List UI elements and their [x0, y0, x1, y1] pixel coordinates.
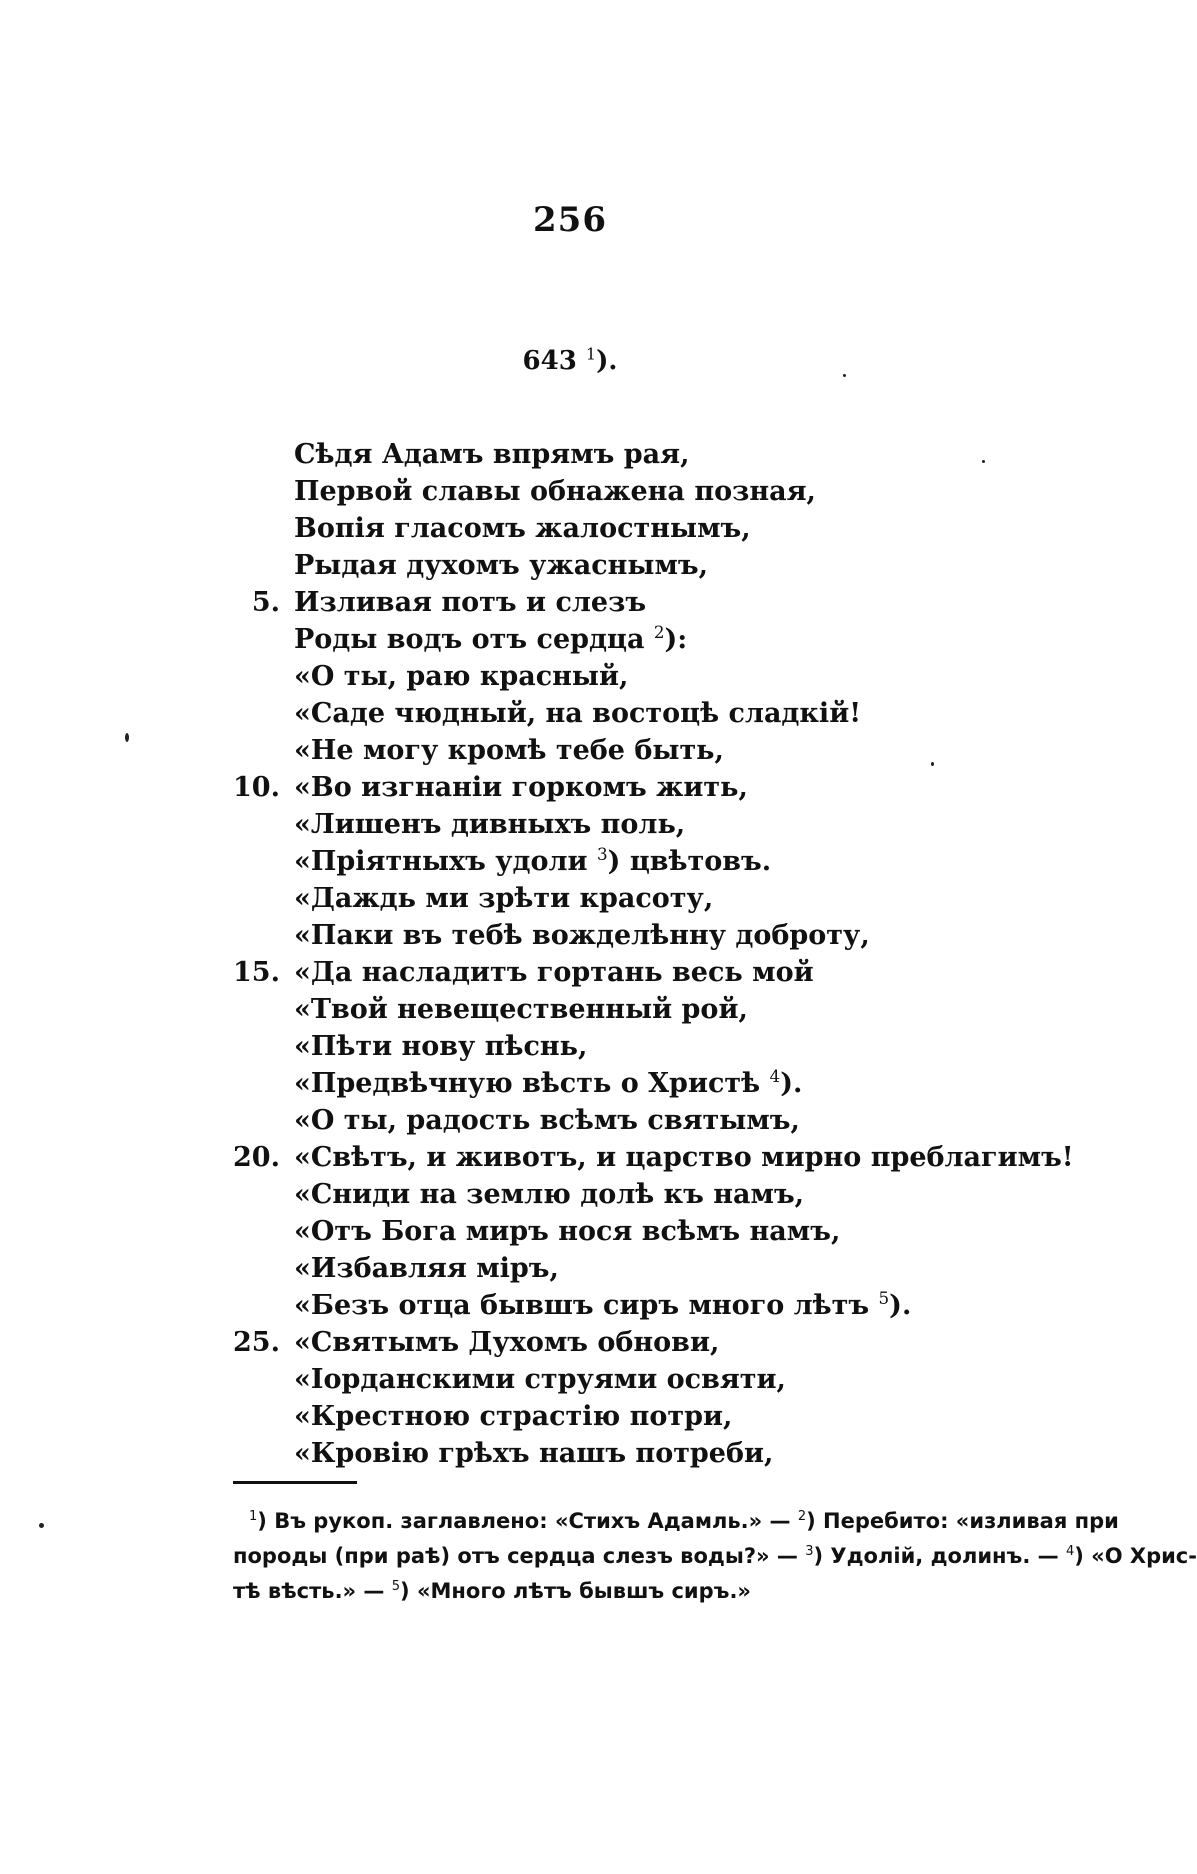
- verse-fragment: «Предвѣчную вѣсть о Христѣ: [294, 1068, 770, 1099]
- poem-line: [210, 954, 1090, 991]
- verse-fragment: Вопія гласомъ жалостнымъ,: [294, 513, 751, 544]
- verse-text: [294, 1398, 732, 1435]
- verse-text: [294, 1028, 587, 1065]
- footnote-text: ) «Много лѣтъ бывшъ сиръ.»: [400, 1579, 752, 1603]
- verse-text: [294, 436, 690, 473]
- verse-fragment: Первой славы обнажена позная,: [294, 476, 816, 507]
- poem-line: [210, 991, 1090, 1028]
- poem-line: [210, 732, 1090, 769]
- footnote-ref: 4: [769, 1066, 781, 1086]
- verse-fragment: «Сниди на землю долѣ къ намъ,: [294, 1179, 805, 1210]
- poem-line: [210, 1287, 1090, 1324]
- footnote-line: [233, 1574, 1033, 1609]
- verse-text: [294, 991, 748, 1028]
- verse-fragment: Сѣдя Адамъ впрямъ рая,: [294, 439, 690, 470]
- footnote-text: тѣ вѣсть.» —: [233, 1579, 392, 1603]
- verse-text: [294, 1435, 773, 1472]
- verse-text: [294, 695, 861, 732]
- poem-line: [210, 1435, 1090, 1472]
- footnote-text: ) Удолій, долинъ. —: [813, 1544, 1066, 1568]
- poem-line: [210, 806, 1090, 843]
- line-number: 15.: [233, 957, 280, 988]
- poem-line: [210, 658, 1090, 695]
- poem-line: [210, 1139, 1090, 1176]
- verse-fragment: «Пѣти нову пѣснь,: [294, 1031, 588, 1062]
- verse-text: [294, 880, 713, 917]
- footnotes: [233, 1504, 1197, 1609]
- poem-line: [210, 769, 1090, 806]
- verse-text: [294, 732, 724, 769]
- verse-fragment: «Саде чюдный, на востоцѣ сладкій!: [294, 698, 862, 729]
- verse-fragment: Изливая потъ и слезъ: [294, 587, 647, 618]
- line-number: 5.: [251, 587, 280, 618]
- verse-fragment: «Да насладитъ гортань весь мой: [294, 957, 814, 988]
- poem-line: [210, 547, 1090, 584]
- verse-fragment: Рыдая духомъ ужаснымъ,: [294, 550, 709, 581]
- verse-text: [294, 1287, 911, 1324]
- verse-text: [294, 806, 685, 843]
- poem-line: [210, 917, 1090, 954]
- verse-text: [294, 658, 628, 695]
- verse-fragment: «О ты, раю красный,: [294, 661, 629, 692]
- poem-body: [210, 436, 1090, 1472]
- footnote-marker: 4: [1065, 1544, 1075, 1559]
- verse-fragment: «О ты, радость всѣмъ святымъ,: [294, 1105, 800, 1136]
- poem-line: [210, 1250, 1090, 1287]
- scan-speck: [843, 374, 846, 377]
- footnote-ref: 3: [596, 844, 608, 864]
- line-number: 25.: [233, 1327, 280, 1358]
- verse-fragment: «Даждь ми зрѣти красоту,: [294, 883, 714, 914]
- poem-line: [210, 1028, 1090, 1065]
- line-number: 20.: [233, 1142, 280, 1173]
- poem-number: 643: [522, 346, 577, 376]
- poem-heading-closing: ).: [596, 346, 618, 376]
- poem-line: [210, 1065, 1090, 1102]
- page-number: 256: [533, 200, 607, 240]
- verse-fragment: «Пріятныхъ удоли: [294, 846, 597, 877]
- verse-fragment: «Во изгнаніи горкомъ жить,: [294, 772, 748, 803]
- verse-text: [294, 1213, 840, 1250]
- poem-line: [210, 1398, 1090, 1435]
- verse-fragment: «Не могу кромѣ тебе быть,: [294, 735, 724, 766]
- poem-line: [210, 1176, 1090, 1213]
- verse-text: [294, 621, 687, 658]
- poem-line: [210, 510, 1090, 547]
- verse-fragment: «Свѣтъ, и животъ, и царство мирно преблагимъ!: [294, 1142, 1074, 1173]
- poem-line: [210, 1213, 1090, 1250]
- verse-text: [294, 1139, 1074, 1176]
- verse-fragment: Роды водъ отъ сердца: [294, 624, 654, 655]
- verse-text: [294, 954, 814, 991]
- footnote-line: [233, 1504, 1119, 1539]
- poem-line: [210, 473, 1090, 510]
- verse-text: [294, 1176, 804, 1213]
- verse-text: [294, 769, 748, 806]
- verse-text: [294, 547, 708, 584]
- poem-line: [210, 621, 1090, 658]
- scan-speck: [39, 1523, 44, 1528]
- footnote-text: ) Въ рукоп. заглавлено: «Стихъ Адамль.» —: [257, 1509, 798, 1533]
- line-number: 10.: [233, 772, 280, 803]
- footnote-ref: 5: [878, 1288, 890, 1308]
- verse-fragment: «Отъ Бога миръ нося всѣмъ намъ,: [294, 1216, 841, 1247]
- verse-text: [294, 1065, 802, 1102]
- footnote-marker: 2: [797, 1509, 807, 1524]
- verse-text: [294, 1361, 786, 1398]
- verse-text: [294, 1324, 719, 1361]
- poem-heading: [0, 346, 1140, 376]
- footnote-marker: 3: [805, 1544, 814, 1559]
- verse-text: [294, 473, 816, 510]
- verse-text: [294, 917, 870, 954]
- verse-text: [294, 1250, 559, 1287]
- footnote-ref: 1: [585, 344, 597, 364]
- poem-line: [210, 695, 1090, 732]
- scan-speck: [931, 762, 934, 766]
- verse-fragment: ) цвѣтовъ.: [607, 846, 772, 877]
- scan-speck: [982, 460, 985, 463]
- footnote-marker: 5: [391, 1579, 401, 1594]
- footnote-divider: [233, 1481, 357, 1484]
- poem-line: [210, 1102, 1090, 1139]
- poem-line: [210, 1324, 1090, 1361]
- verse-text: [294, 843, 771, 880]
- verse-fragment: «Кровію грѣхъ нашъ потреби,: [294, 1438, 774, 1469]
- verse-fragment: «Святымъ Духомъ обнови,: [294, 1327, 720, 1358]
- poem-line: [210, 1361, 1090, 1398]
- verse-text: [294, 584, 646, 621]
- footnote-ref: 2: [653, 622, 665, 642]
- footnote-text: породы (при раѣ) отъ сердца слезъ воды?» —: [233, 1544, 806, 1568]
- verse-fragment: «Лишенъ дивныхъ поль,: [294, 809, 686, 840]
- verse-fragment: «Паки въ тебѣ вожделѣнну доброту,: [294, 920, 870, 951]
- verse-fragment: «Избавляя міръ,: [294, 1253, 559, 1284]
- verse-fragment: «Безъ отца бывшъ сиръ много лѣтъ: [294, 1290, 879, 1321]
- poem-line: [210, 880, 1090, 917]
- verse-fragment: «Іорданскими струями освяти,: [294, 1364, 786, 1395]
- verse-fragment: ):: [664, 624, 688, 655]
- footnote-line: [233, 1539, 1197, 1574]
- verse-text: [294, 510, 751, 547]
- verse-fragment: «Твой невещественный рой,: [294, 994, 748, 1025]
- verse-text: [294, 1102, 800, 1139]
- verse-fragment: «Крестною страстію потри,: [294, 1401, 733, 1432]
- poem-line: [210, 436, 1090, 473]
- poem-line: [210, 843, 1090, 880]
- verse-fragment: ).: [780, 1068, 803, 1099]
- poem-line: [210, 584, 1090, 621]
- footnote-text: ) «О Хрис-: [1074, 1544, 1197, 1568]
- scan-speck: [125, 733, 129, 742]
- footnote-marker: 1: [249, 1509, 258, 1524]
- verse-fragment: ).: [889, 1290, 912, 1321]
- footnote-text: ) Перебито: «изливая при: [806, 1509, 1119, 1533]
